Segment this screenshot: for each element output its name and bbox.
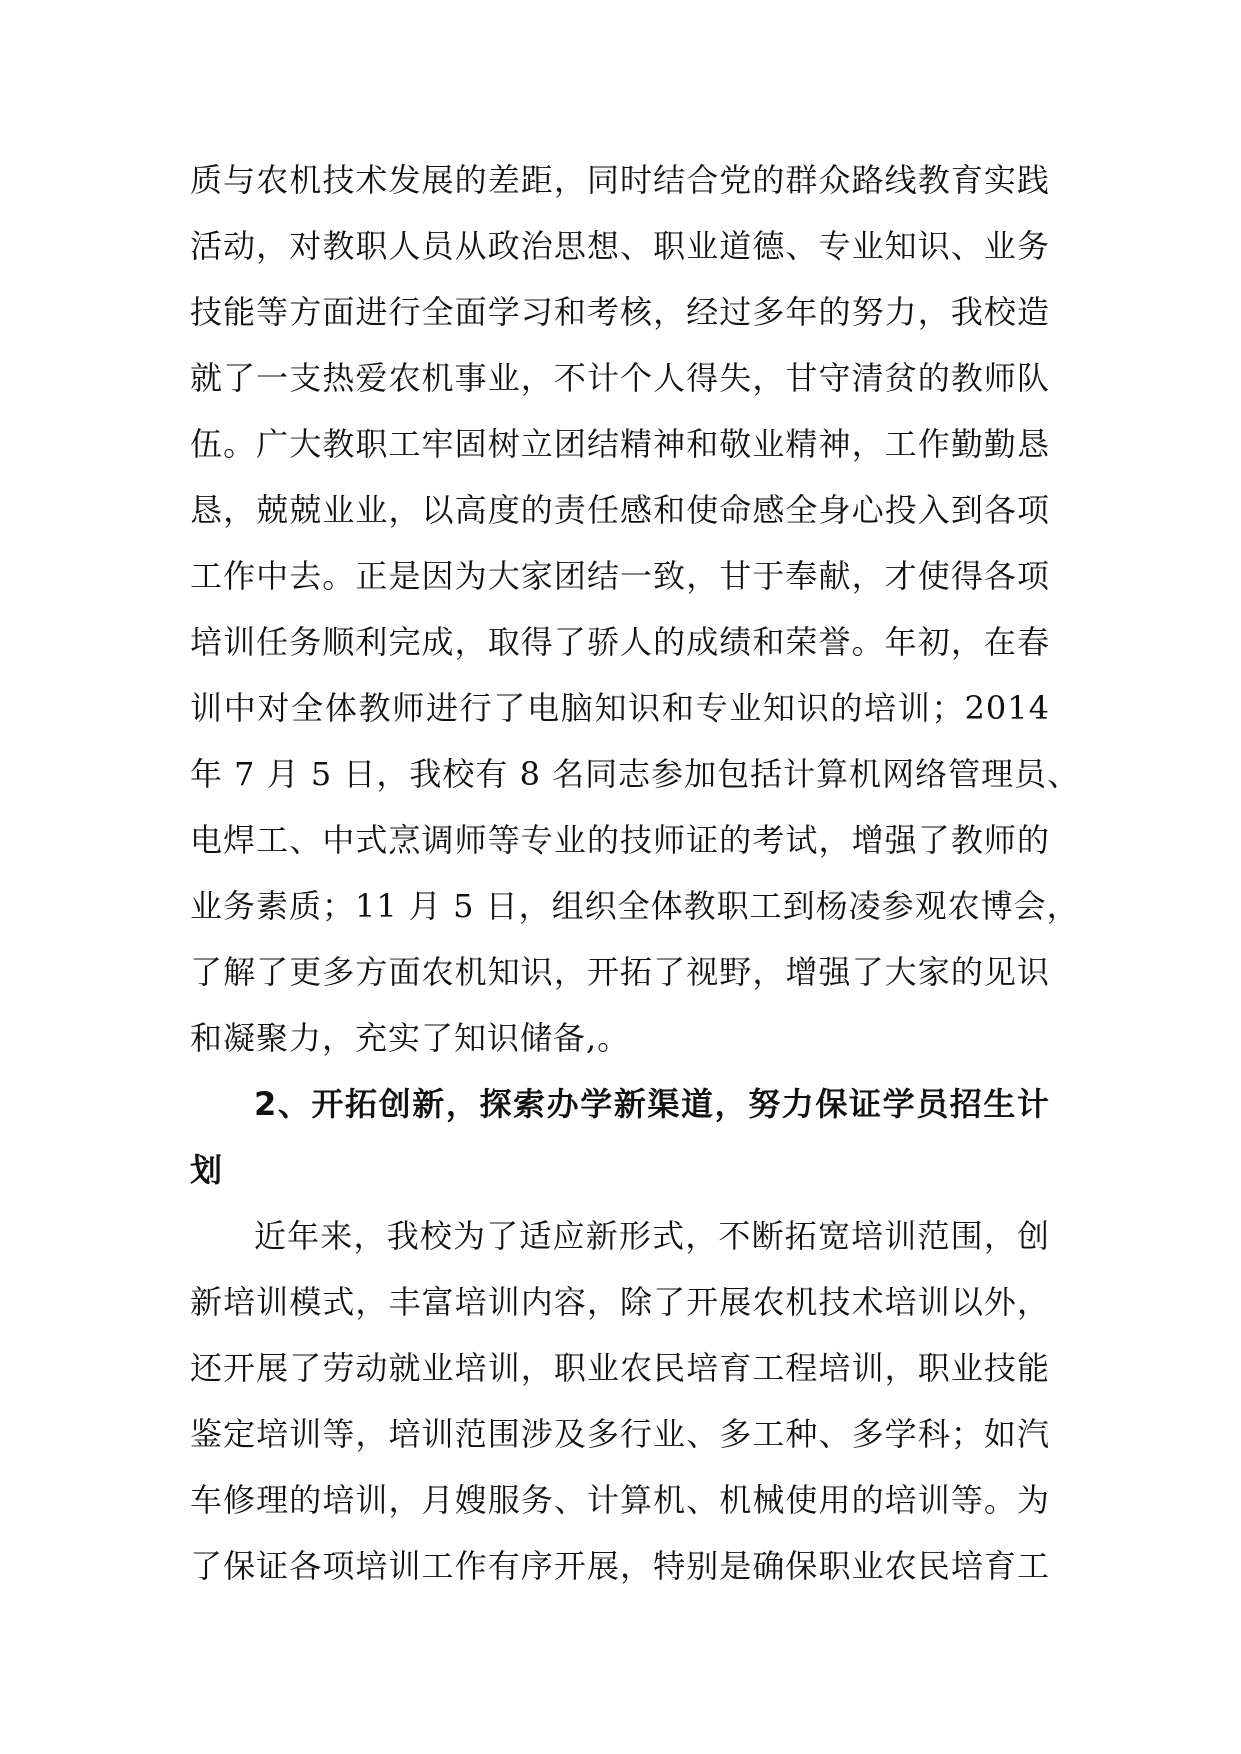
paragraph-1-line: 年 7 月 5 日，我校有 8 名同志参加包括计算机网络管理员、: [190, 755, 1081, 793]
paragraph-1-line: 活动，对教职人员从政治思想、职业道德、专业知识、业务: [190, 227, 1050, 265]
paragraph-1-line: 质与农机技术发展的差距，同时结合党的群众路线教育实践: [190, 161, 1050, 199]
section-heading-line: 2、开拓创新，探索办学新渠道，努力保证学员招生计: [254, 1085, 1050, 1123]
paragraph-1-line: 就了一支热爱农机事业，不计个人得失，甘守清贫的教师队: [190, 359, 1050, 397]
paragraph-1-line: 电焊工、中式烹调师等专业的技师证的考试，增强了教师的: [190, 821, 1050, 859]
paragraph-2-line: 还开展了劳动就业培训，职业农民培育工程培训，职业技能: [190, 1349, 1050, 1387]
paragraph-1-line: 伍。广大教职工牢固树立团结精神和敬业精神，工作勤勤恳: [190, 425, 1050, 463]
section-heading: [190, 1071, 1050, 1203]
section-heading-line: 划: [190, 1151, 224, 1189]
paragraph-1-line: 技能等方面进行全面学习和考核，经过多年的努力，我校造: [190, 293, 1050, 331]
paragraph-1-line: 训中对全体教师进行了电脑知识和专业知识的培训；2014: [190, 689, 1050, 727]
paragraph-2-line: 车修理的培训，月嫂服务、计算机、机械使用的培训等。为: [190, 1481, 1050, 1519]
paragraph-1-line: 和凝聚力，充实了知识储备,。: [190, 1019, 631, 1057]
paragraph-2-line: 了保证各项培训工作有序开展，特别是确保职业农民培育工: [190, 1547, 1050, 1585]
paragraph-1: [190, 147, 1081, 1071]
paragraph-2-line: 鉴定培训等，培训范围涉及多行业、多工种、多学科；如汽: [190, 1415, 1050, 1453]
paragraph-2-line: 近年来，我校为了适应新形式，不断拓宽培训范围，创: [254, 1217, 1050, 1255]
paragraph-1-line: 培训任务顺利完成，取得了骄人的成绩和荣誉。年初，在春: [190, 623, 1050, 661]
paragraph-2-line: 新培训模式，丰富培训内容，除了开展农机技术培训以外，: [190, 1283, 1050, 1321]
paragraph-2: [190, 1203, 1050, 1599]
paragraph-1-line: 业务素质；11 月 5 日，组织全体教职工到杨凌参观农博会，: [190, 887, 1080, 925]
paragraph-1-line: 工作中去。正是因为大家团结一致，甘于奉献，才使得各项: [190, 557, 1050, 595]
paragraph-1-line: 恳，兢兢业业，以高度的责任感和使命感全身心投入到各项: [190, 491, 1050, 529]
paragraph-1-line: 了解了更多方面农机知识，开拓了视野，增强了大家的见识: [190, 953, 1050, 991]
